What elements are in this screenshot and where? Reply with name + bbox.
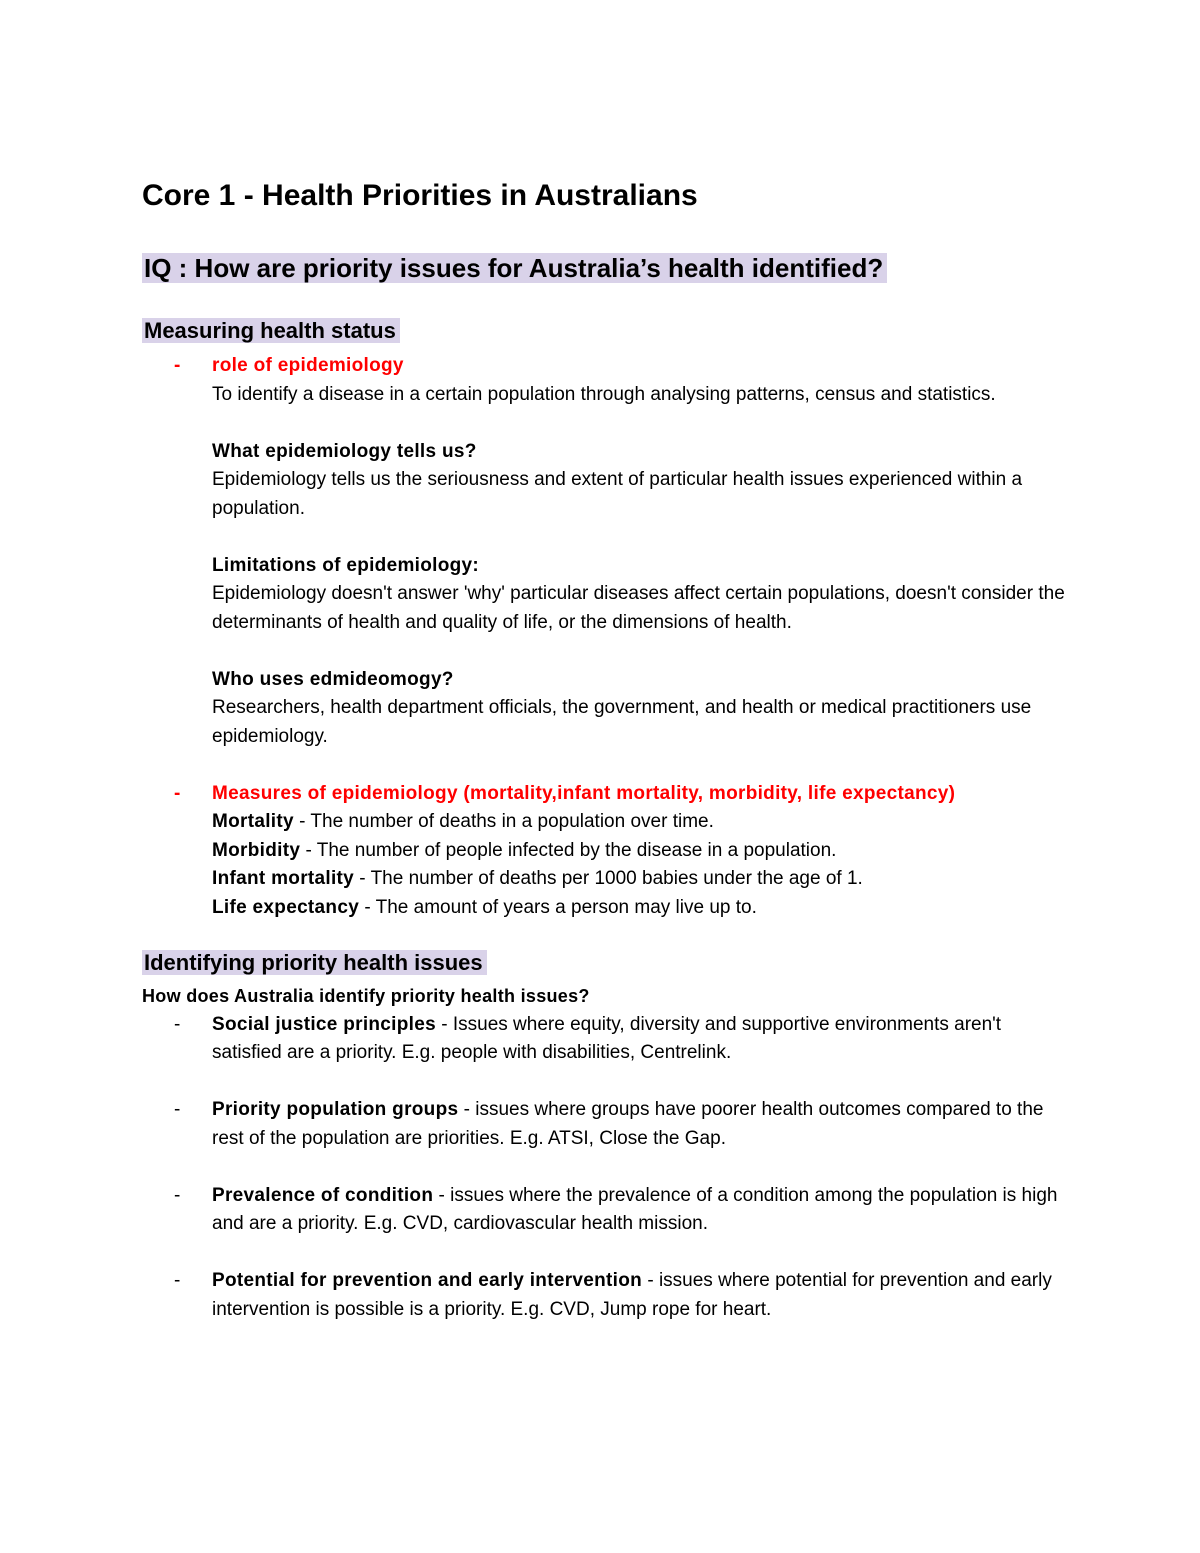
dash-bullet: -: [174, 1270, 181, 1291]
item-term: Potential for prevention and early intervention: [212, 1270, 643, 1291]
item-text: - Issues where equity, diversity and supportive environments aren't satisfied are a priority. E.g. people with disabilities, Centrelink.: [212, 1013, 1002, 1063]
item-text: To identify a disease in a certain population through analysing patterns, census and statistics.: [212, 383, 996, 405]
dash-bullet: -: [174, 1099, 181, 1120]
list-item-priority-population: [142, 1096, 1072, 1153]
section-heading-measuring: [142, 314, 1072, 348]
subtext-what-tells: Epidemiology tells us the seriousness and extent of particular health issues experienced within a population.: [212, 469, 1023, 519]
iq-heading-text: IQ : How are priority issues for Australia’s health identified?: [142, 253, 887, 283]
iq-heading: [142, 248, 1072, 288]
item-heading: Measures of epidemiology (mortality,infant mortality, morbidity, life expectancy): [212, 782, 956, 804]
section-heading-identifying: [142, 946, 1072, 980]
dash-bullet: -: [174, 1184, 181, 1206]
item-text: - issues where potential for prevention and early intervention is possible is a priority. E.g. CVD, Jump rope for heart.: [212, 1270, 1052, 1320]
list-item-measures: [142, 780, 1072, 923]
subheading-who-uses: Who uses edmideomogy?: [212, 668, 454, 690]
section-heading-measuring-text: Measuring health status: [142, 318, 400, 343]
item-term: Social justice principles: [212, 1013, 436, 1035]
section-heading-identifying-text: Identifying priority health issues: [142, 950, 487, 975]
subheading-limitations: Limitations of epidemiology:: [212, 554, 480, 576]
item-term: Prevalence of condition: [212, 1184, 434, 1206]
definition-mortality: Mortality - The number of deaths in a population over time.: [212, 811, 714, 832]
item-term: Priority population groups: [212, 1099, 459, 1120]
list-item-role-of-epidemiology: [142, 352, 1072, 751]
item-heading: role of epidemiology: [212, 355, 404, 376]
identifying-list: [142, 1011, 1072, 1325]
dash-bullet: -: [174, 1013, 181, 1035]
definition-morbidity: Morbidity - The number of people infected by the disease in a population.: [212, 839, 837, 861]
document-page: [142, 176, 1072, 1324]
measuring-list: [142, 352, 1072, 922]
list-item-prevalence: [142, 1182, 1072, 1239]
list-item-social-justice: [142, 1011, 1072, 1068]
subheading-what-tells: What epidemiology tells us?: [212, 440, 477, 462]
subtext-who-uses: Researchers, health department officials, the government, and health or medical practitioners use epidemiology.: [212, 697, 1032, 747]
subtext-limitations: Epidemiology doesn't answer 'why' particular diseases affect certain populations, doesn't consider the determinants of health and quality of life, or the dimensions of health.: [212, 583, 1065, 633]
item-text: - issues where groups have poorer health outcomes compared to the rest of the population are priorities. E.g. ATSI, Close the Gap.: [212, 1099, 1044, 1149]
question-heading: How does Australia identify priority health issues?: [142, 986, 590, 1006]
item-text: - issues where the prevalence of a condition among the population is high and are a priority. E.g. CVD, cardiovascular health mission.: [212, 1184, 1058, 1234]
dash-bullet: -: [174, 782, 181, 804]
page-title: Core 1 - Health Priorities in Australians: [142, 179, 698, 212]
dash-bullet: -: [174, 355, 181, 376]
definition-life-expectancy: Life expectancy - The amount of years a person may live up to.: [212, 896, 757, 918]
list-item-prevention: [142, 1267, 1072, 1324]
definition-infant-mortality: Infant mortality - The number of deaths per 1000 babies under the age of 1.: [212, 868, 863, 889]
